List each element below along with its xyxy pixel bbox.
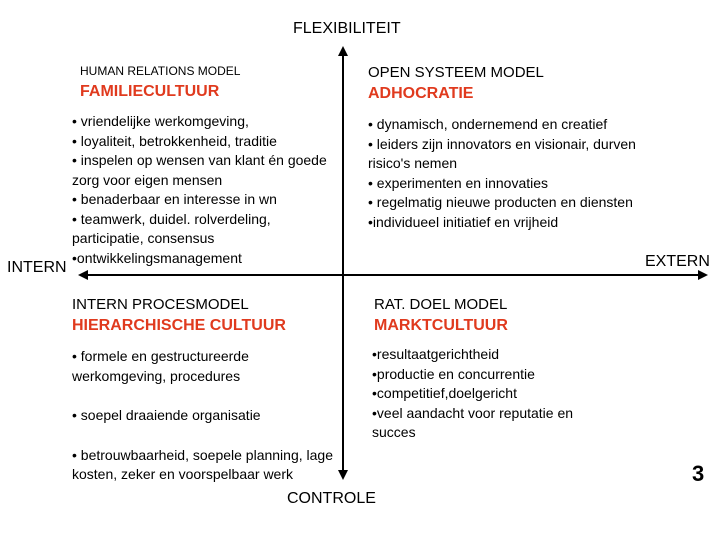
bullet-item: • teamwerk, duidel. rolverdeling, participatie, consensus bbox=[72, 210, 271, 246]
bullet-item: • leiders zijn innovators en visionair, durven risico's nemen bbox=[368, 135, 636, 171]
culture-title: ADHOCRATIE bbox=[368, 85, 474, 102]
model-title: OPEN SYSTEEM MODEL bbox=[368, 64, 544, 81]
culture-title: HIERARCHISCHE CULTUUR bbox=[72, 317, 286, 334]
quadrant-top-left-bullets bbox=[72, 112, 334, 268]
bullet-item: • soepel draaiende organisatie bbox=[72, 407, 261, 423]
bullet-item: • benaderbaar en interesse in wn bbox=[72, 191, 277, 207]
quadrant-top-right-bullets bbox=[368, 115, 658, 232]
axis-label-left: INTERN bbox=[7, 259, 67, 276]
quadrant-top-left bbox=[80, 64, 340, 101]
quadrant-bottom-left bbox=[72, 296, 342, 335]
culture-title: MARKTCULTUUR bbox=[374, 317, 508, 334]
bullet-item: •veel aandacht voor reputatie en succes bbox=[372, 404, 574, 440]
bullet-item: • loyaliteit, betrokkenheid, traditie bbox=[72, 132, 277, 149]
quadrant-bottom-right bbox=[374, 296, 674, 335]
bullet-item: •competitief,doelgericht bbox=[372, 385, 517, 401]
page-number: 3 bbox=[692, 461, 705, 486]
axis-label-top: FLEXIBILITEIT bbox=[293, 20, 401, 37]
model-title: RAT. DOEL MODEL bbox=[374, 296, 508, 313]
quadrant-bottom-left-bullets bbox=[72, 347, 340, 505]
bullet-item: • inspelen op wensen van klant én goede zorg voor eigen mensen bbox=[72, 152, 327, 188]
bullet-item: •productie en concurrentie bbox=[372, 365, 535, 382]
bullet-item: • betrouwbaarheid, soepele planning, lage kosten, zeker en voorspelbaar werk bbox=[72, 446, 333, 482]
quadrant-top-right bbox=[368, 64, 668, 103]
culture-title: FAMILIECULTUUR bbox=[80, 83, 220, 100]
bullet-item: • vriendelijke werkomgeving, bbox=[72, 113, 249, 129]
axis-label-right: EXTERN bbox=[645, 253, 710, 270]
model-title: HUMAN RELATIONS MODEL bbox=[80, 64, 241, 78]
bullet-item: •resultaatgerichtheid bbox=[372, 346, 500, 362]
axis-label-bottom: CONTROLE bbox=[287, 490, 376, 507]
model-title: INTERN PROCESMODEL bbox=[72, 296, 249, 313]
bullet-item: • experimenten en innovaties bbox=[368, 174, 549, 191]
bullet-item: •ontwikkelingsmanagement bbox=[72, 249, 242, 266]
bullet-item: • regelmatig nieuwe producten en diensten bbox=[368, 194, 633, 210]
quadrant-bottom-right-bullets bbox=[372, 345, 617, 443]
bullet-item: • dynamisch, ondernemend en creatief bbox=[368, 116, 608, 132]
bullet-item: •individueel initiatief en vrijheid bbox=[368, 213, 559, 230]
bullet-item: • formele en gestructureerde werkomgeving, procedures bbox=[72, 348, 249, 384]
